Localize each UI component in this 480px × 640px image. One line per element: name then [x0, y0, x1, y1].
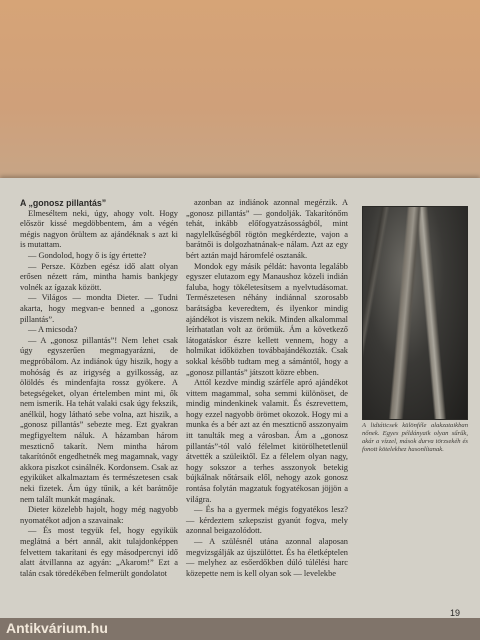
- photo-caption: A lidtáticsek különféle alakzataikban nőnek. Egyes példányaik olyan sűrűk, akár a vízzel, mások durva törzsekéh és fonott kötelekhez hasonlítanak.: [362, 422, 468, 453]
- paragraph: Attól kezdve mindig szárféle apró ajándékot vittem magammal, soha semmi különöset, de mindig mindenkinek valamit. És észrevettem, hogy ezzel nagyobb örömet okozok. Hogy mi a munka és a bér azt az én meszticnő asszonyaim itt tanulták meg a városban. Ám a „gonosz pillantás”-tól való félelmet kitörölhetetlenül átvették a szüleiktől. Ez a félelem olyan nagy, hogy sokszor a terhes asszonyok betekig bújkálnak nőtársaik elől, nehogy azok gonosz rontása folytán magzatuk fogyatékosan jöjjön a világra.: [186, 378, 348, 504]
- page-number: 19: [450, 608, 461, 618]
- paragraph: — A szülésnél utána azonnal alaposan megvizsgálják az újszülöttet. És ha életképtelen — melyhez az esőerdőkben dúló túlélési harc közepette nem is kell olyan sok — levelekbe: [186, 537, 348, 578]
- paragraph: — És ha a gyermek mégis fogyatékos lesz? — kérdeztem szkepszist gyanút fogva, mely azonnal beigazolódott.: [186, 505, 348, 536]
- paragraph: Mondok egy másik példát: havonta legalább egyszer elutazom egy Manaushoz közeli indián faluba, hogy tökéletesítsem a nyelvtudásomat. Természetesen néhány indiánnal szorosabb barátságba keveredtem, és ilyenkor mindig ajándékot is viszem nekik. Minden alkalommal leírhatatlan volt az örömük. Ám a következő látogatáskor észre kellett vennem, hogy a holmikat időközben továbbajándékozták. Csak sokkal később tudtam meg a sámántól, hogy a „gonosz pillantás” játszott közre ebben.: [186, 261, 348, 377]
- paragraph: azonban az indiánok azonnal megérzik. A „gonosz pillantás” — gondolják. Takarítónőm tehát, inkább előfogyatzásosságból, mint nagylelkűségből rögtön megkérdezte, vajon a barátnői is dolgozhatnának-e nálam. Azt az egy bért aztán majd háromfelé osztanák.: [186, 198, 348, 260]
- book-page: [0, 178, 480, 640]
- paragraph: Elmeséltem neki, úgy, ahogy volt. Hogy először kissé megdöbbentem, ám a végén mégis nagyon örültem az ajándéknak s azt ki is mutattam.: [20, 208, 178, 250]
- paragraph: — Világos — mondta Dieter. — Tudni akarta, hogy megvan-e benned a „gonosz pillantás”.: [20, 293, 178, 324]
- watermark-text: Antikvárium.hu: [6, 620, 108, 636]
- text-column-left: [20, 198, 178, 579]
- paragraph: — Gondolod, hogy ő is így értette?: [28, 250, 147, 260]
- paragraph: — A „gonosz pillantás”! Nem lehet csak úgy egyszerűen megmagyarázni, de megpróbálom. Az indiánok úgy hiszik, hogy a mohóság és az irigység a gyilkosság, az ölöldés és mindenfajta rossz gyökere. A betegségeket, olyan értelemben mint mi, ők nem ismerik. Ha tehát valaki csak úgy fekszik, anélkül, hogy látható sebe volna, azt hiszik, a „gonosz pillantás” sebezte meg. Ezt gyakran megfigyeltem náluk. A házamban három meszticnő takarít. Nem mintha három takarítónőt engedhetnék meg magamnak, vagy akkora piszkot csinálnék. Kordonsem. Csak az egyiküket alkalmaztam és természetesen csak neki fizetek. Ám úgy tűnik, a két barátnője nem talált munkát magának.: [20, 335, 178, 504]
- paragraph: — Persze. Közben egész idő alatt olyan erősen nézett rám, mintha hamis bankjegy volnék az ígazak között.: [20, 261, 178, 292]
- paragraph: — A micsoda?: [28, 325, 78, 335]
- section-heading: A „gonosz pillantás”: [20, 198, 107, 208]
- watermark-bar: [0, 618, 480, 640]
- text-column-right: [186, 198, 348, 579]
- forest-trees-photo: [362, 206, 468, 420]
- paragraph: — És most tegyük fel, hogy egyikük meglátná a bért annál, akit tulajdonképpen felvettem takarítani és egy másodpercnyi idő alatt átvillanna az agyán: „Akarom!” Ezt a talán csak töredékében felmerült gondolatot: [20, 526, 178, 578]
- paragraph: Dieter közelebb hajolt, hogy még nagyobb nyomatékot adjon a szavainak:: [20, 505, 178, 525]
- background-surface: [0, 0, 480, 178]
